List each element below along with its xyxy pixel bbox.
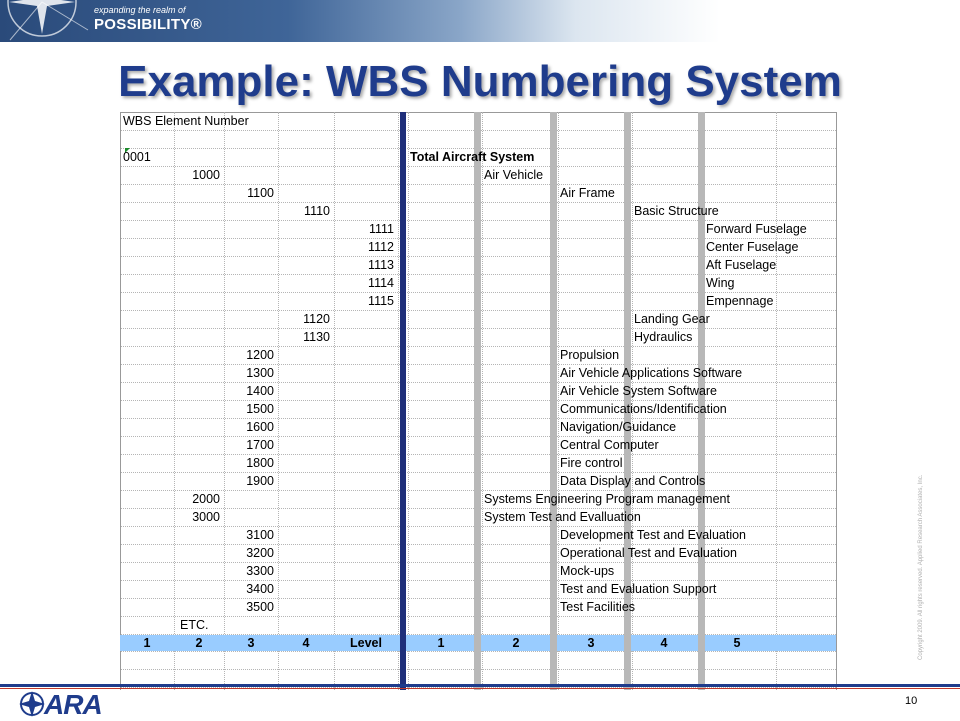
wbs-code: 0001: [123, 150, 151, 164]
wbs-description: Wing: [706, 276, 735, 290]
wbs-code: 3400: [246, 582, 274, 596]
level-label: Level: [350, 636, 382, 650]
grid-col-line: [278, 112, 279, 690]
gray-column-divider: [474, 112, 481, 690]
wbs-code: 1000: [192, 168, 220, 182]
wbs-description: Central Computer: [560, 438, 659, 452]
wbs-code: 1113: [368, 258, 394, 272]
wbs-description: Propulsion: [560, 348, 620, 362]
grid-col-line: [836, 112, 837, 690]
grid-col-line: [174, 112, 175, 690]
wbs-code: 1110: [304, 204, 330, 218]
wbs-code: 2000: [192, 492, 220, 506]
wbs-description: Aft Fuselage: [706, 258, 777, 272]
copyright-notice: Copyright 2009. All rights reserved. Applied Research Associates, Inc.: [918, 474, 924, 660]
wbs-code: 1600: [246, 420, 274, 434]
wbs-code: ETC.: [180, 618, 209, 632]
wbs-header: WBS Element Number: [123, 114, 249, 128]
wbs-description: Fire control: [560, 456, 623, 470]
wbs-code: 1400: [246, 384, 274, 398]
level-label: 2: [195, 636, 203, 650]
page-number: 10: [905, 695, 918, 707]
footer-accent-line: [0, 688, 960, 689]
wbs-description: Landing Gear: [634, 312, 710, 326]
wbs-description: Data Display and Controls: [560, 474, 706, 488]
level-label: 3: [247, 636, 255, 650]
wbs-description: Forward Fuselage: [706, 222, 807, 236]
footer-divider: [0, 684, 960, 687]
level-label: 5: [733, 636, 741, 650]
compass-star-icon: [0, 0, 90, 42]
wbs-description: Empennage: [706, 294, 774, 308]
wbs-code: 3300: [246, 564, 274, 578]
gray-column-divider: [550, 112, 557, 690]
wbs-code: 1120: [303, 312, 330, 326]
wbs-code: 1900: [246, 474, 274, 488]
navy-column-divider: [400, 112, 406, 690]
grid-col-line: [120, 112, 121, 690]
grid-col-line: [482, 112, 483, 690]
level-label: 3: [587, 636, 595, 650]
wbs-code: 1500: [246, 402, 274, 416]
grid-col-line: [398, 112, 399, 690]
wbs-code: 1112: [368, 240, 394, 254]
wbs-description: Communications/Identification: [560, 402, 727, 416]
wbs-code: 3500: [246, 600, 274, 614]
wbs-description: Air Frame: [560, 186, 615, 200]
wbs-code: 1100: [247, 186, 274, 200]
wbs-description: Hydraulics: [634, 330, 693, 344]
wbs-description: Basic Structure: [634, 204, 719, 218]
wbs-description: Total Aircraft System: [410, 150, 535, 164]
wbs-code: 1111: [368, 222, 394, 236]
wbs-description: Systems Engineering Program management: [484, 492, 730, 506]
wbs-code: 1300: [246, 366, 274, 380]
wbs-description: Test and Evaluation Support: [560, 582, 717, 596]
top-banner: [0, 0, 960, 42]
wbs-description: Operational Test and Evaluation: [560, 546, 737, 560]
wbs-code: 1115: [368, 294, 394, 308]
wbs-description: Air Vehicle System Software: [560, 384, 718, 398]
wbs-description: System Test and Evalluation: [484, 510, 641, 524]
wbs-description: Air Vehicle Applications Software: [560, 366, 743, 380]
wbs-code: 1700: [246, 438, 274, 452]
level-label: 1: [437, 636, 445, 650]
level-label: 4: [302, 636, 310, 650]
wbs-code: 1200: [246, 348, 274, 362]
wbs-code: 1800: [246, 456, 274, 470]
wbs-code: 3100: [246, 528, 274, 542]
wbs-code: 3000: [192, 510, 220, 524]
wbs-code: 1130: [303, 330, 330, 344]
grid-col-line: [776, 112, 777, 690]
wbs-description: Navigation/Guidance: [560, 420, 677, 434]
wbs-description: Development Test and Evaluation: [560, 528, 746, 542]
level-label: 4: [660, 636, 668, 650]
wbs-description: Air Vehicle: [484, 168, 544, 182]
wbs-code: 1114: [368, 276, 394, 290]
tagline-line-1: expanding the realm of: [94, 5, 186, 15]
wbs-description: Mock-ups: [560, 564, 615, 578]
wbs-spreadsheet: [120, 112, 836, 690]
level-label: 1: [143, 636, 151, 650]
wbs-code: 3200: [246, 546, 274, 560]
tagline-line-2: POSSIBILITY®: [94, 16, 202, 33]
grid-col-line: [334, 112, 335, 690]
grid-col-line: [408, 112, 409, 690]
slide-title: Example: WBS Numbering System: [118, 57, 842, 106]
ara-logo-text: ARA: [44, 689, 102, 720]
wbs-description: Test Facilities: [560, 600, 636, 614]
grid-col-line: [558, 112, 559, 690]
wbs-description: Center Fuselage: [706, 240, 799, 254]
level-label: 2: [512, 636, 520, 650]
